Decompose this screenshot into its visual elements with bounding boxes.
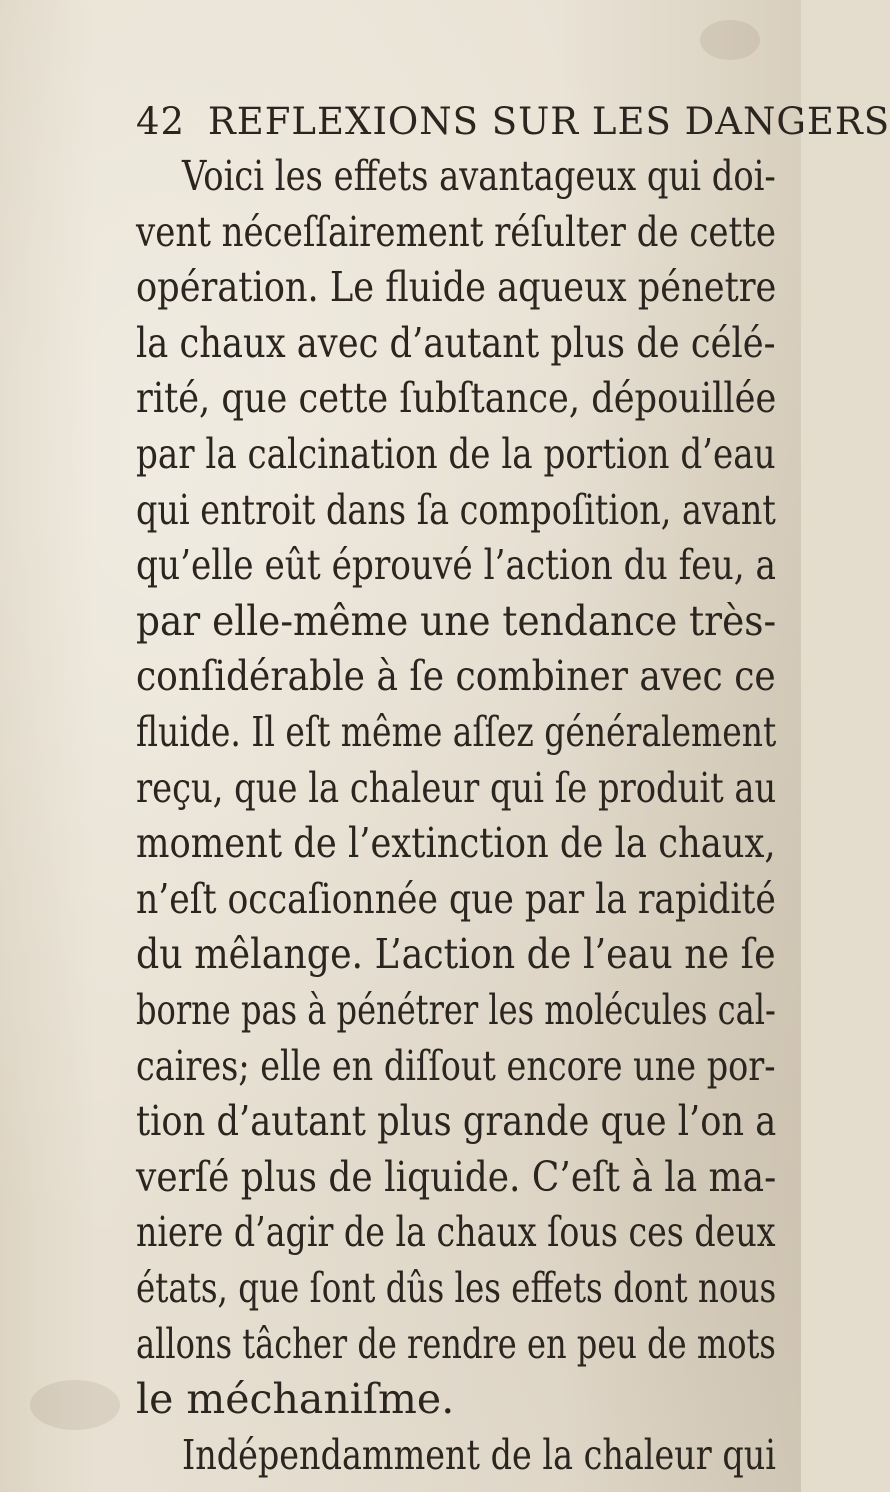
text-line: vent néceſſairement réſulter de cette [136,207,776,256]
text-line: rité, que cette ſubſtance, dépouillée [136,374,777,423]
text-line: verſé plus de liquide. C’eſt à la ma- [136,1152,777,1201]
text-line: borne pas à pénétrer les molécules cal- [136,986,776,1034]
text-line: allons tâcher de rendre en peu de mots [136,1319,776,1368]
text-line: moment de l’extinction de la chaux, [136,819,776,868]
text-line: fluide. Il eſt même aſſez généralement [136,708,777,756]
running-title: REFLEXIONS SUR LES DANGERS [207,100,890,143]
text-line: tion d’autant plus grande que l’on a [136,1097,777,1146]
text-line: Indépendamment de la chaleur qui [182,1430,776,1479]
text-line: par la calcination de la portion d’eau [136,430,776,478]
text-line: états, que ſont dûs les effets dont nous [136,1264,777,1312]
running-head [136,100,890,143]
text-line: qui entroit dans ſa compoſition, avant [136,485,776,534]
text-line: le méchaniſme. [136,1375,455,1424]
text-line: reçu, que la chaleur qui ſe produit au [136,763,777,812]
paper-stain [30,1380,120,1430]
text-line: la chaux avec d’autant plus de célé- [136,318,776,367]
text-line: n’eſt occaſionnée que par la rapidité [136,874,776,923]
page-number: 42 [136,100,186,143]
text-line: Voici les effets avantageux qui doi- [182,152,776,200]
text-line: par elle-même une tendance très- [136,596,777,645]
text-line: niere d’agir de la chaux ſous ces deux [136,1208,776,1257]
text-line: opération. Le fluide aqueux pénetre [136,263,777,312]
text-line: conſidérable à ſe combiner avec ce [136,652,776,701]
text-line: caires; elle en diſſout encore une por- [136,1041,776,1090]
text-line: qu’elle eût éprouvé l’action du feu, a [136,541,776,590]
text-line: du mêlange. L’action de l’eau ne ſe [136,930,776,979]
paper-stain [700,20,760,60]
